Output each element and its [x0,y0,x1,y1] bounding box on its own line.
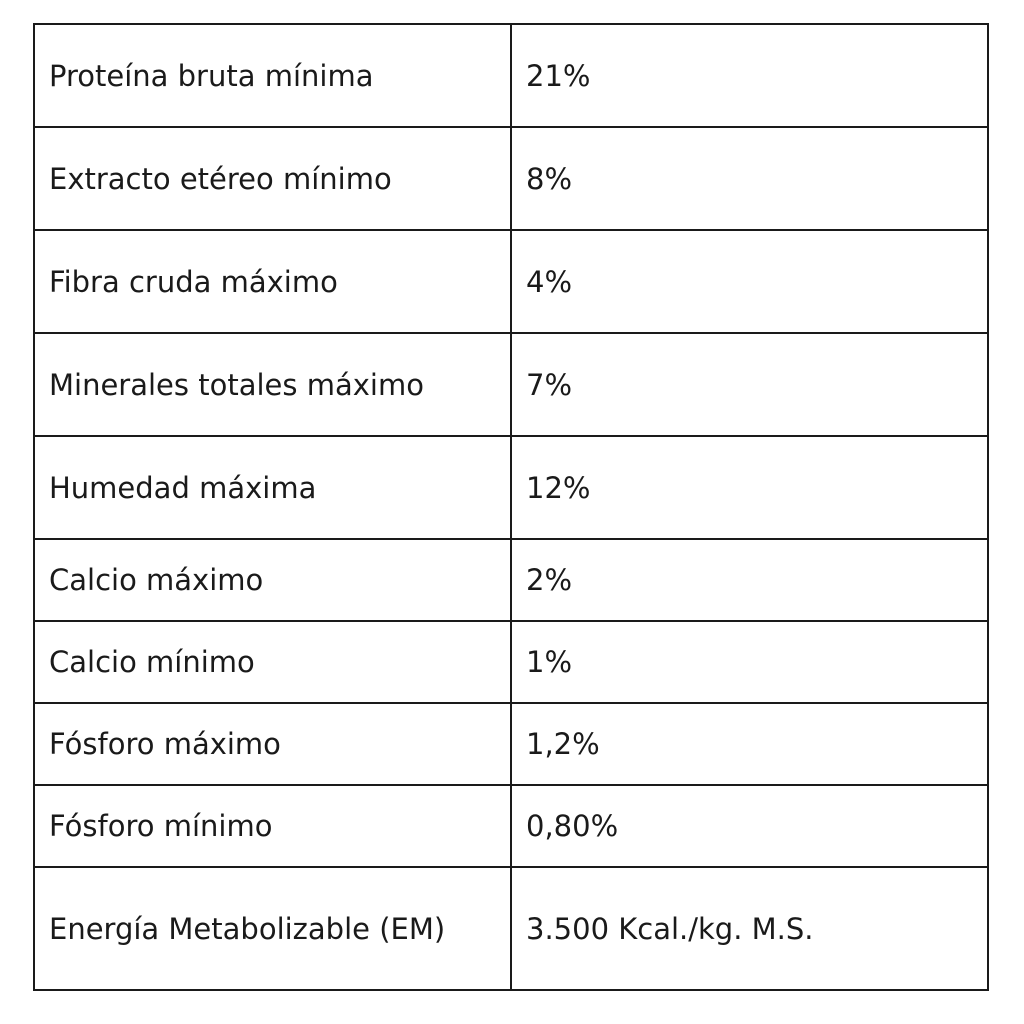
row-value: 1% [511,621,988,703]
table-row [34,230,988,333]
row-label: Extracto etéreo mínimo [34,127,511,230]
row-label: Calcio máximo [34,539,511,621]
row-value: 3.500 Kcal./kg. M.S. [511,867,988,990]
row-value: 4% [511,230,988,333]
table-row [34,703,988,785]
table-row [34,24,988,127]
row-label: Humedad máxima [34,436,511,539]
row-value: 0,80% [511,785,988,867]
row-value: 1,2% [511,703,988,785]
row-label: Minerales totales máximo [34,333,511,436]
row-value: 21% [511,24,988,127]
row-label: Energía Metabolizable (EM) [34,867,511,990]
table-row [34,621,988,703]
row-label: Proteína bruta mínima [34,24,511,127]
table-row [34,127,988,230]
nutrition-table-container [33,23,987,991]
table-row [34,436,988,539]
table-row [34,785,988,867]
row-label: Fibra cruda máximo [34,230,511,333]
row-value: 12% [511,436,988,539]
table-row [34,333,988,436]
table-row [34,539,988,621]
row-label: Fósforo máximo [34,703,511,785]
table-row [34,867,988,990]
row-label: Calcio mínimo [34,621,511,703]
row-value: 7% [511,333,988,436]
row-value: 8% [511,127,988,230]
row-value: 2% [511,539,988,621]
nutrition-table [33,23,989,991]
row-label: Fósforo mínimo [34,785,511,867]
